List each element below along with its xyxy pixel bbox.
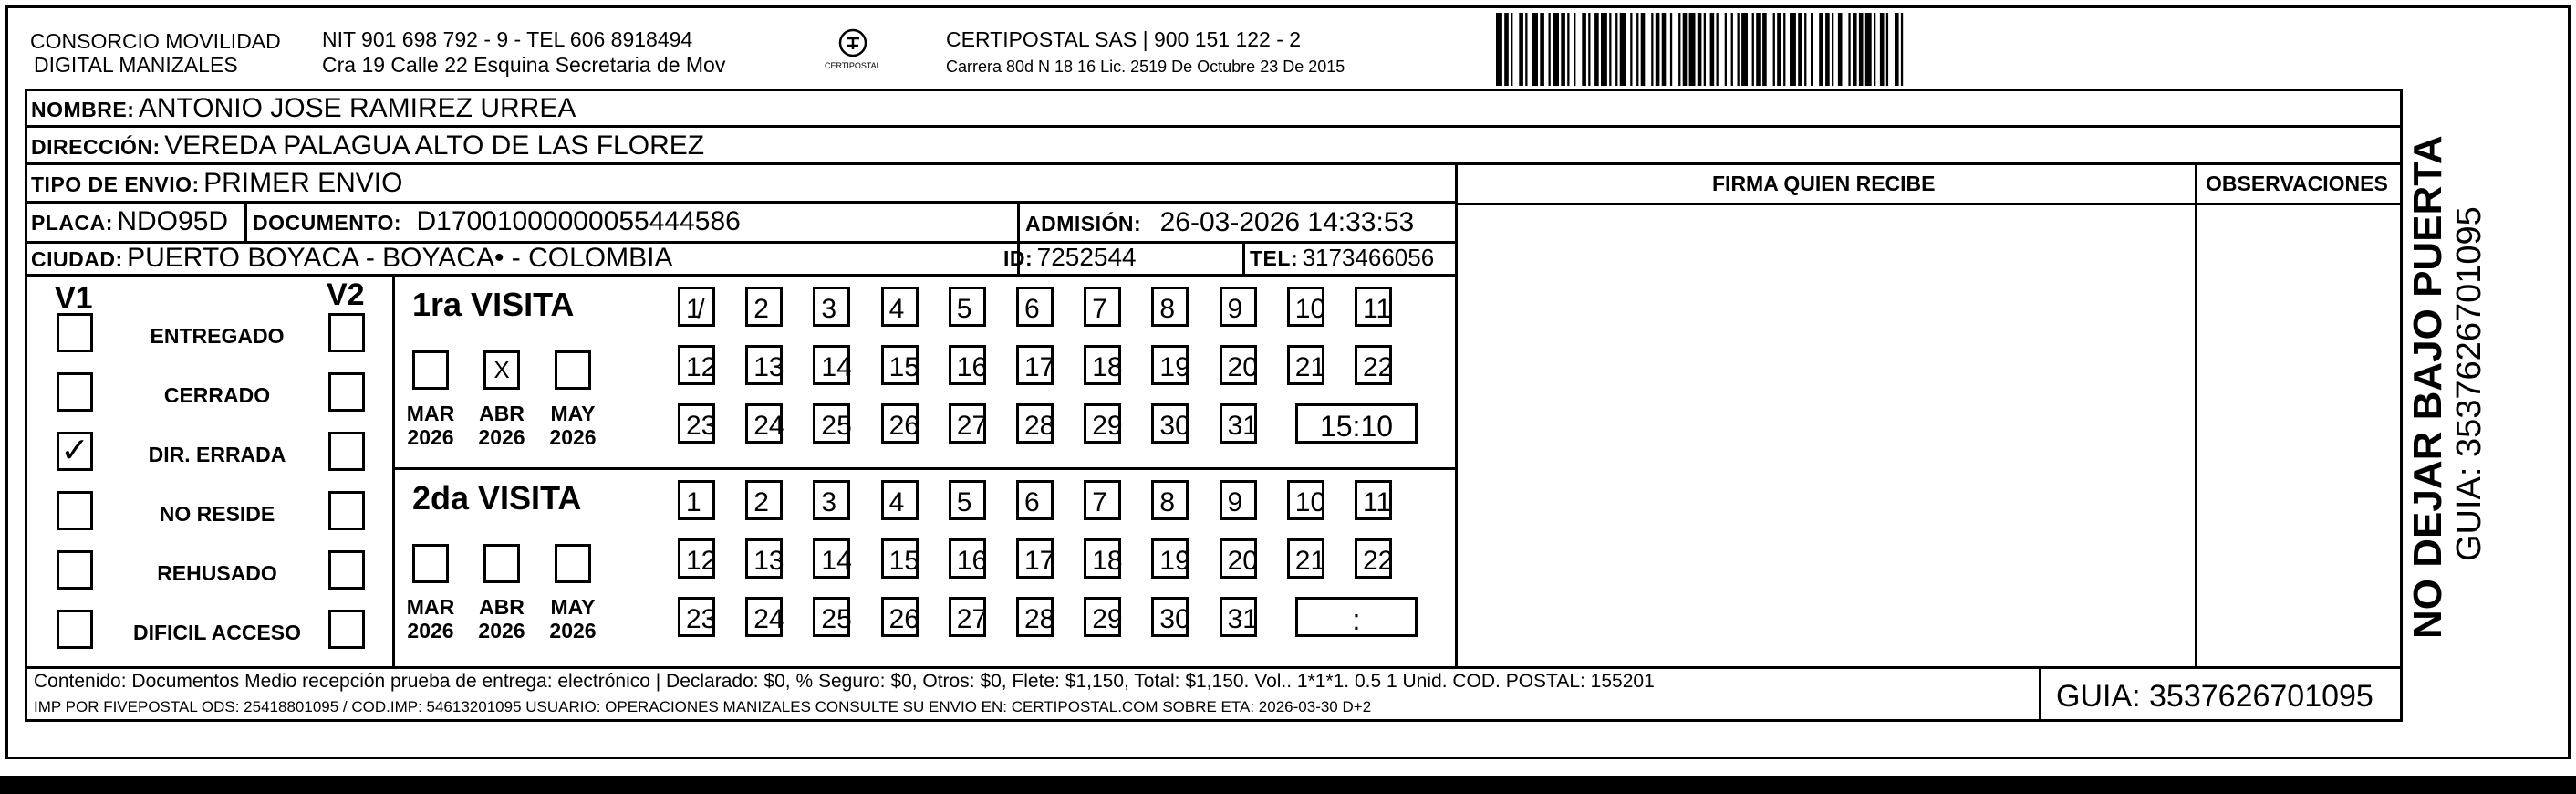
day-box[interactable]: 29 [1084, 403, 1121, 444]
month-checkbox[interactable] [483, 544, 520, 583]
barcode-bar [1777, 13, 1781, 86]
barcode-bar [1561, 13, 1565, 86]
v1-checkbox[interactable] [57, 610, 93, 649]
barcode-bar [1609, 13, 1611, 86]
day-box[interactable]: 18 [1084, 538, 1121, 579]
barcode [1496, 13, 2198, 86]
day-box[interactable]: 16 [949, 538, 986, 579]
status-label: NO RESIDE [159, 502, 275, 526]
barcode-bar [1790, 13, 1796, 86]
bottom-bar [0, 776, 2576, 794]
barcode-bar [1683, 13, 1688, 86]
day-box[interactable]: 28 [1016, 597, 1054, 637]
barcode-bar [1886, 13, 1888, 86]
day-box[interactable]: 11 [1355, 480, 1392, 520]
day-box[interactable]: 11 [1355, 287, 1392, 327]
no-dejar-bajo-puerta: NO DEJAR BAJO PUERTA [2405, 135, 2450, 639]
day-box[interactable]: 1̸ [678, 287, 715, 327]
barcode-bar [1798, 13, 1802, 86]
row-line-5 [25, 274, 1457, 277]
barcode-bar [1553, 13, 1559, 86]
day-box[interactable]: 9 [1220, 287, 1257, 327]
day-box[interactable]: 22 [1355, 538, 1392, 579]
tipo-value: PRIMER ENVIO [203, 168, 403, 198]
direccion-value: VEREDA PALAGUA ALTO DE LAS FLOREZ [164, 131, 705, 161]
day-box[interactable]: 3 [813, 287, 850, 327]
firma-header: FIRMA QUIEN RECIBE [1712, 172, 1936, 195]
tel-cell [1250, 246, 1434, 269]
id-label: ID: [1003, 246, 1034, 270]
day-box[interactable]: 17 [1016, 538, 1054, 579]
contenido-text: Contenido: Documentos Medio recepción prueba de entrega: electrónico | Declarado: $0, % Seguro: $0, Otros: $0, Flete: $1,150, Total: $1,150. Vol.. 1*1*1. 0.5 1 Unid. COD. POSTAL: 155201 [34, 671, 1655, 692]
row-line-2 [25, 162, 2403, 165]
company-name-line2: DIGITAL MANIZALES [34, 53, 238, 77]
day-box[interactable]: 9 [1220, 480, 1257, 520]
day-box[interactable]: 6 [1016, 480, 1054, 520]
placa-cell [31, 208, 228, 235]
tel-value: 3173466056 [1302, 244, 1435, 271]
month-label: MAY 2026 [549, 595, 597, 643]
observaciones-header: OBSERVACIONES [2206, 172, 2388, 195]
barcode-bar [1725, 13, 1727, 86]
barcode-bar [1601, 13, 1607, 86]
carrier-line: CERTIPOSTAL SAS | 900 151 122 - 2 [946, 27, 1302, 51]
v2-label: V2 [327, 277, 365, 312]
v1-checkbox[interactable] [57, 313, 93, 352]
barcode-bar [1811, 13, 1813, 86]
address-line: Cra 19 Calle 22 Esquina Secretaria de Mov [322, 53, 726, 77]
admision-label: ADMISIÓN: [1025, 212, 1142, 235]
month-checkbox[interactable] [412, 350, 449, 390]
barcode-bar [1620, 13, 1626, 86]
day-box[interactable]: 6 [1016, 287, 1054, 327]
day-box[interactable]: 14 [813, 345, 850, 385]
day-box[interactable]: 10 [1287, 480, 1324, 520]
status-label: CERRADO [163, 383, 271, 407]
ciudad-label: CIUDAD: [31, 247, 123, 271]
month-checkbox[interactable] [555, 350, 591, 390]
day-box[interactable]: 20 [1220, 538, 1257, 579]
barcode-bar [1670, 13, 1672, 86]
month-checkbox[interactable] [412, 544, 449, 583]
day-box[interactable]: 8 [1151, 287, 1189, 327]
barcode-bar [1525, 13, 1527, 86]
v2-checkbox[interactable] [328, 610, 365, 649]
time-box[interactable]: : [1295, 597, 1418, 637]
status-label: DIR. ERRADA [148, 443, 286, 466]
barcode-bar [1504, 13, 1509, 86]
day-box[interactable]: 5 [949, 480, 986, 520]
nombre-label: NOMBRE: [31, 98, 135, 121]
col-line-obs [2195, 162, 2197, 668]
barcode-bar [1853, 13, 1857, 86]
barcode-bar [1731, 13, 1733, 86]
barcode-bar [1641, 13, 1646, 86]
v1-checkbox[interactable] [57, 491, 93, 530]
admision-cell [1025, 209, 1414, 236]
row-line-1 [25, 125, 2403, 128]
tel-label: TEL: [1250, 246, 1299, 270]
v2-checkbox[interactable] [328, 550, 365, 590]
barcode-bar [1549, 13, 1551, 86]
time-box[interactable]: 15:10 [1295, 403, 1418, 444]
barcode-bar [1588, 13, 1590, 86]
day-box[interactable]: 7 [1084, 287, 1121, 327]
day-box[interactable]: 3 [813, 480, 850, 520]
placa-label: PLACA: [31, 211, 113, 235]
day-box[interactable]: 20 [1220, 345, 1257, 385]
guia-divider [2039, 666, 2041, 722]
day-box[interactable]: 12 [678, 345, 715, 385]
barcode-bar [1594, 13, 1599, 86]
barcode-bar [1838, 13, 1843, 86]
day-box[interactable]: 25 [813, 403, 850, 444]
nombre-value: ANTONIO JOSE RAMIREZ URREA [138, 93, 576, 123]
day-box[interactable]: 8 [1151, 480, 1189, 520]
visit-title: 1ra VISITA [412, 286, 575, 323]
v1-label: V1 [55, 281, 93, 316]
nombre-row [31, 95, 576, 122]
placa-value: NDO95D [117, 206, 229, 236]
admision-value: 26-03-2026 14:33:53 [1159, 207, 1415, 237]
barcode-bar [1662, 13, 1667, 86]
barcode-bar [1901, 13, 1903, 86]
barcode-bar [1567, 13, 1569, 86]
barcode-bar [1895, 13, 1899, 86]
tipo-row [31, 170, 402, 197]
day-box[interactable]: 29 [1084, 597, 1121, 637]
day-box[interactable]: 28 [1016, 403, 1054, 444]
barcode-bar [1698, 13, 1702, 86]
month-label: MAR 2026 [406, 402, 455, 450]
day-box[interactable]: 13 [745, 538, 783, 579]
day-box[interactable]: 16 [949, 345, 986, 385]
col-line-placa [244, 203, 247, 241]
day-box[interactable]: 24 [745, 403, 783, 444]
day-box[interactable]: 4 [881, 480, 919, 520]
day-box[interactable]: 12 [678, 538, 715, 579]
day-box[interactable]: 17 [1016, 345, 1054, 385]
day-box[interactable]: 30 [1151, 597, 1189, 637]
month-label: MAY 2026 [549, 402, 597, 450]
company-name-line1: CONSORCIO MOVILIDAD [30, 29, 281, 53]
day-box[interactable]: 21 [1287, 345, 1324, 385]
day-box[interactable]: 5 [949, 287, 986, 327]
day-box[interactable]: 18 [1084, 345, 1121, 385]
barcode-bar [1865, 13, 1872, 86]
barcode-bar [1519, 13, 1523, 86]
guia-footer: GUIA: 3537626701095 [2056, 679, 2373, 714]
barcode-bar [1710, 13, 1715, 86]
ciudad-cell [31, 245, 672, 272]
header-line-right [1457, 203, 2403, 205]
v1-checkbox[interactable]: ✓ [57, 432, 93, 471]
imp-text: IMP POR FIVEPOSTAL ODS: 25418801095 / COD.IMP: 54613201095 USUARIO: OPERACIONES MANIZALES CONSULTE SU ENVIO EN: CERTIPOSTAL.COM SOBRE ETA: 2026-03-30 D+2 [34, 698, 1372, 716]
v1-checkbox[interactable] [57, 550, 93, 590]
day-box[interactable]: 10 [1287, 287, 1324, 327]
barcode-bar [1511, 13, 1512, 86]
barcode-bar [1496, 13, 1502, 86]
footer-line [25, 666, 2403, 669]
day-box[interactable]: 30 [1151, 403, 1189, 444]
day-box[interactable]: 26 [881, 597, 919, 637]
id-value: 7252544 [1036, 243, 1137, 271]
barcode-bar [1848, 13, 1850, 86]
day-box[interactable]: 24 [745, 597, 783, 637]
ciudad-value: PUERTO BOYACA - BOYACA• - COLOMBIA [127, 243, 673, 273]
barcode-bar [1656, 13, 1660, 86]
documento-label: DOCUMENTO: [253, 211, 402, 235]
barcode-bar [1738, 13, 1740, 86]
month-label: MAR 2026 [406, 595, 455, 643]
day-box[interactable]: 19 [1151, 345, 1189, 385]
barcode-bar [1582, 13, 1586, 86]
day-box[interactable]: 25 [813, 597, 850, 637]
barcode-bar [1832, 13, 1833, 86]
barcode-bar [1819, 13, 1823, 86]
day-box[interactable]: 27 [949, 597, 986, 637]
v1-checkbox[interactable] [57, 372, 93, 412]
barcode-bar [1651, 13, 1653, 86]
v2-checkbox[interactable] [328, 313, 365, 352]
day-box[interactable]: 2 [745, 480, 783, 520]
barcode-bar [1678, 13, 1680, 86]
barcode-bar [1615, 13, 1617, 86]
day-box[interactable]: 15 [881, 538, 919, 579]
documento-value: D17001000000055444586 [416, 206, 741, 236]
side-guia: GUIA: 3537626701095 [2450, 206, 2488, 561]
barcode-bar [1540, 13, 1544, 86]
day-box[interactable]: 23 [678, 597, 715, 637]
status-label: REHUSADO [157, 561, 277, 585]
barcode-bar [1880, 13, 1885, 86]
day-box[interactable]: 2 [745, 287, 783, 327]
v2-checkbox[interactable] [328, 491, 365, 530]
barcode-bar [1636, 13, 1638, 86]
barcode-bar [1717, 13, 1719, 86]
day-box[interactable]: 13 [745, 345, 783, 385]
carrier-address: Carrera 80d N 18 16 Lic. 2519 De Octubre 23 De 2015 [946, 57, 1345, 76]
day-box[interactable]: 14 [813, 538, 850, 579]
day-box[interactable]: 26 [881, 403, 919, 444]
barcode-bar [1532, 13, 1538, 86]
v2-checkbox[interactable] [328, 432, 365, 471]
certipostal-logo [821, 27, 885, 78]
logo-icon [821, 27, 885, 60]
day-box[interactable]: 27 [949, 403, 986, 444]
barcode-bar [1689, 13, 1696, 86]
day-box[interactable]: 31 [1220, 403, 1257, 444]
tipo-label: TIPO DE ENVIO: [31, 172, 200, 196]
nit-line: NIT 901 698 792 - 9 - TEL 606 8918494 [322, 27, 693, 51]
day-box[interactable]: 21 [1287, 538, 1324, 579]
documento-cell [253, 208, 741, 235]
barcode-bar [1574, 13, 1575, 86]
month-label: ABR 2026 [478, 402, 525, 450]
direccion-label: DIRECCIÓN: [31, 135, 161, 159]
barcode-bar [1859, 13, 1864, 86]
barcode-bar [1752, 13, 1754, 86]
id-cell [1003, 245, 1137, 270]
col-line-tel [1242, 241, 1245, 274]
barcode-bar [1704, 13, 1706, 86]
month-checkbox[interactable] [555, 544, 591, 583]
barcode-bar [1783, 13, 1785, 86]
logo-text: CERTIPOSTAL [825, 61, 881, 70]
month-checkbox[interactable]: X [483, 350, 520, 390]
row-line-3 [25, 201, 1457, 204]
status-label: DIFICIL ACCESO [132, 621, 301, 644]
day-box[interactable]: 31 [1220, 597, 1257, 637]
barcode-bar [1741, 13, 1748, 86]
direccion-row [31, 132, 704, 160]
day-box[interactable]: 15 [881, 345, 919, 385]
v2-checkbox[interactable] [328, 372, 365, 412]
day-box[interactable]: 19 [1151, 538, 1189, 579]
day-box[interactable]: 23 [678, 403, 715, 444]
barcode-bar [1874, 13, 1875, 86]
barcode-bar [1804, 13, 1806, 86]
status-label: ENTREGADO [150, 324, 285, 348]
barcode-bar [1756, 13, 1761, 86]
day-box[interactable]: 22 [1355, 345, 1392, 385]
barcode-bar [1773, 13, 1775, 86]
day-box[interactable]: 1 [678, 480, 715, 520]
day-box[interactable]: 4 [881, 287, 919, 327]
day-box[interactable]: 7 [1084, 480, 1121, 520]
barcode-bar [1825, 13, 1830, 86]
visit-divider [392, 467, 1456, 470]
col-line-firma [1455, 162, 1458, 668]
status-divider [392, 274, 395, 666]
visit-title: 2da VISITA [412, 479, 582, 517]
barcode-bar [1762, 13, 1767, 86]
barcode-bar [1630, 13, 1632, 86]
month-label: ABR 2026 [478, 595, 525, 643]
